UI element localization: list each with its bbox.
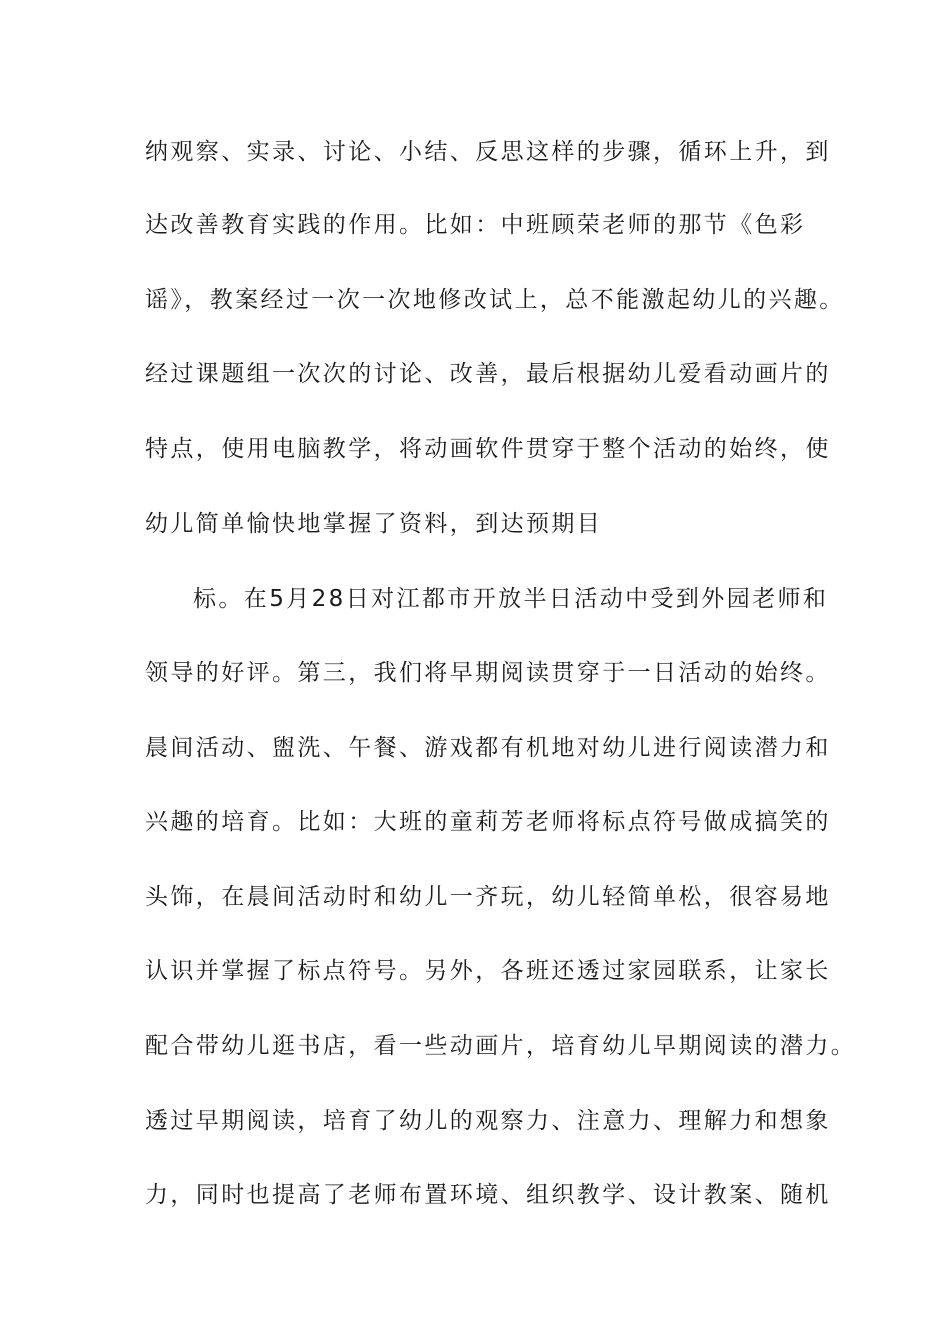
text-line-11: 头饰，在晨间活动时和幼儿一齐玩，幼儿轻简单松，很容易地 — [145, 884, 831, 910]
text-line-2: 达改善教育实践的作用。比如：中班顾荣老师的那节《色彩 — [145, 212, 806, 238]
text-line-3: 谣》，教案经过一次一次地修改试上，总不能激起幼儿的兴趣。 — [145, 287, 845, 313]
text-line-7: 标。在5月28日对江都市开放半日活动中受到外园老师和 — [193, 586, 829, 612]
text-line-1: 纳观察、实录、讨论、小结、反思这样的步骤，循环上升，到 — [145, 139, 831, 165]
text-line-5: 特点，使用电脑教学，将动画软件贯穿于整个活动的始终，使 — [145, 436, 831, 462]
text-line-15: 力，同时也提高了老师布置环境、组织教学、设计教案、随机 — [145, 1182, 831, 1208]
text-line-4: 经过课题组一次次的讨论、改善，最后根据幼儿爱看动画片的 — [145, 361, 831, 387]
text-line-14: 透过早期阅读，培育了幼儿的观察力、注意力、理解力和想象 — [145, 1108, 831, 1134]
text-line-9: 晨间活动、盥洗、午餐、游戏都有机地对幼儿进行阅读潜力和 — [145, 735, 831, 761]
text-line-6: 幼儿简单愉快地掌握了资料，到达预期目 — [145, 511, 603, 537]
text-line-13: 配合带幼儿逛书店，看一些动画片，培育幼儿早期阅读的潜力。 — [145, 1033, 857, 1059]
text-line-10: 兴趣的培育。比如：大班的童莉芳老师将标点符号做成搞笑的 — [145, 809, 831, 835]
text-line-8: 领导的好评。第三，我们将早期阅读贯穿于一日活动的始终。 — [145, 660, 831, 686]
text-line-12: 认识并掌握了标点符号。另外，各班还透过家园联系，让家长 — [145, 958, 831, 984]
